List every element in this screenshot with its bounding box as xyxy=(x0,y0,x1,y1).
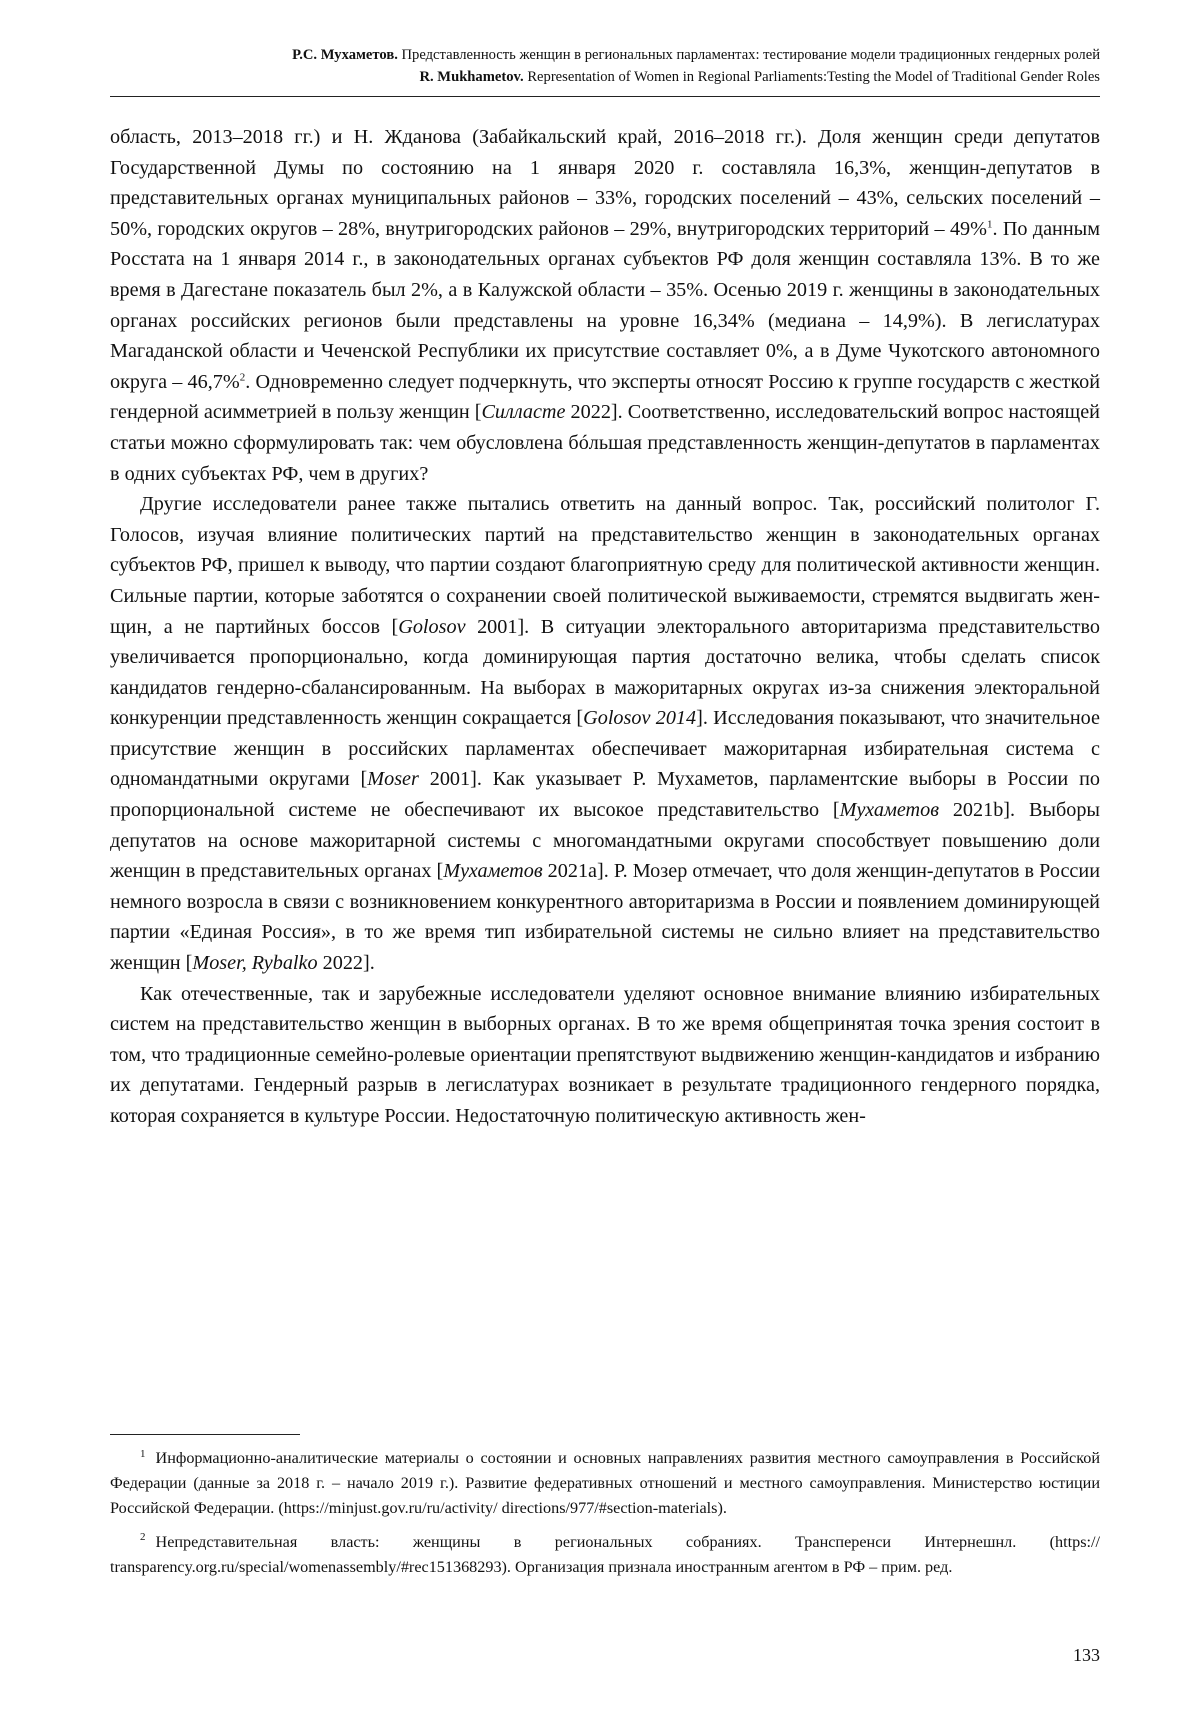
running-header xyxy=(110,44,1100,88)
paragraph-2-text-c: ]. Исследования показывают, что значительное присутствие женщин в российских парламентах обеспечивает мажоритарная избирательная система с одномандатными округами [ xyxy=(110,707,1100,791)
footnote-1-number: 1 xyxy=(140,1447,146,1460)
footnote-ref-2[interactable]: 2 xyxy=(239,371,246,384)
citation-sillaste: Силласте xyxy=(481,401,566,424)
citation-golosov-2001: Golosov xyxy=(398,615,466,638)
paragraph-2 xyxy=(110,489,1100,979)
header-en-title: Representation of Women in Regional Parliaments:Testing the Model of Traditional Gender Roles xyxy=(527,69,1100,85)
header-divider xyxy=(110,96,1100,97)
citation-mukhametov-2021a: Мухаметов xyxy=(443,860,543,883)
paragraph-3-text-a: Как отечественные, так и зарубежные исследователи уделяют основное внимание влиянию избирательных систем на представительство женщин в выборных органах. В то же время общепринятая точка зрения состоит в том, что традиционные семейно-ролевые ориентации препятствуют выдвижению женщин-кандидатов и избранию их депутатами. Гендерный разрыв в легислатурах возникает в результате традиционного гендерного порядка, которая сохраняется в культуре России. Недостаточную политическую активность жен- xyxy=(110,982,1100,1127)
paragraph-2-text-b: 2001]. В ситуации электорального авторитаризма представительство увеличивается пропорционально, когда доминирующая партия достаточно велика, чтобы сделать список кандидатов гендерно-сбалансированным. На выборах в мажоритарных округах из-за снижения электоральной конкуренции представленность женщин сокращается [ xyxy=(110,615,1100,730)
journal-page xyxy=(110,0,1100,1710)
footnote-2-text: Непредставительная власть: женщины в региональных собраниях. Трансперенси Интернешнл. (https:// transparency.org.ru/special/womenassembly/#rec151368293). Организация признала иностранным агентом в РФ – прим. ред. xyxy=(110,1532,1100,1576)
paragraph-2-text-f: 2021a]. Р. Мозер отмечает, что доля женщин-депутатов в России немного возросла в связи с возникновением конкурентного авторитаризма в России и появлением доминирующей партии «Единая Россия», в то же время тип избирательной системы не сильно влияет на представительство женщин [ xyxy=(110,860,1100,975)
footnote-1 xyxy=(110,1446,1100,1522)
paragraph-2-text-e: 2021b]. Выборы депутатов на основе мажоритарной системы с многомандатными округами способствует повышению доли женщин в представительных органах [ xyxy=(110,799,1100,883)
citation-golosov-2014: Golosov 2014 xyxy=(583,707,697,730)
page-number: 133 xyxy=(1073,1645,1100,1665)
header-en-author: R. Mukhametov. xyxy=(419,69,524,85)
header-ru-author: Р.С. Мухаметов. xyxy=(292,47,398,63)
footnote-divider xyxy=(110,1434,300,1435)
footnote-1-text: Информационно-аналитические материалы о состоянии и основных направлениях развития местного самоуправления в Российской Федерации (данные за 2018 г. – начало 2019 г.). Развитие федеративных отношений и местного самоуправления. Министерство юстиции Российской Федерации. (https://minjust.gov.ru/ru/activity/ directions/977/#section-materials). xyxy=(110,1449,1100,1518)
citation-moser-rybalko: Moser, Rybalko xyxy=(192,952,318,975)
footnote-ref-1[interactable]: 1 xyxy=(986,218,993,231)
paragraph-2-text-a: Другие исследователи ранее также пытались ответить на данный вопрос. Так, российский политолог Г. Голосов, изучая влияние политических партий на представительство женщин в законодательных органах субъектов РФ, пришел к выводу, что партии создают благоприятную среду для политической активности женщин. Сильные партии, которые заботятся о сохранении своей политической выживаемости, стремятся выдвигать женщин, а не партийных боссов [ xyxy=(110,493,1100,638)
header-ru-title: Представленность женщин в региональных парламентах: тестирование модели традиционных гендерных ролей xyxy=(401,47,1100,63)
paragraph-1 xyxy=(110,122,1100,489)
running-header-ru xyxy=(110,44,1100,66)
paragraph-1-text-d: 2022]. Соответственно, исследовательский вопрос настоящей статьи можно сформулировать так: чем обусловлена бóльшая представленность женщин-депутатов в парламентах в одних субъектах РФ, чем в других? xyxy=(110,401,1100,485)
paragraph-1-text-b: . По данным Росстата на 1 января 2014 г., в законодательных органах субъектов РФ доля женщин составляла 13%. В то же время в Дагестане показатель был 2%, а в Калужской области – 35%. Осенью 2019 г. женщины в законодательных органах российских регионов были представлены на уровне 16,34% (медиана – 14,9%). В легислатурах Магаданской области и Чеченской Республики их присутствие составляет 0%, а в Думе Чукотского автономного округа – 46,7% xyxy=(110,217,1100,393)
paragraph-2-text-d: 2001]. Как указывает Р. Мухаметов, парламентские выборы в России по пропорциональной системе не обеспечивают их высокое представительство [ xyxy=(110,768,1100,822)
footnote-2 xyxy=(110,1530,1100,1580)
article-body xyxy=(110,122,1100,1132)
footnotes xyxy=(110,1446,1100,1588)
citation-moser-2001: Moser xyxy=(367,768,419,791)
citation-mukhametov-2021b: Мухаметов xyxy=(839,799,939,822)
footnote-2-number: 2 xyxy=(140,1531,146,1544)
paragraph-1-text-a: область, 2013–2018 гг.) и Н. Жданова (Забайкальский край, 2016–2018 гг.). Доля женщин среди депутатов Государственной Думы по состоянию на 1 января 2020 г. составляла 16,3%, женщин-депутатов в представительных органах муниципальных районов – 33%, городских поселений – 43%, сельских поселений – 50%, городских округов – 28%, внутригородских районов – 29%, внутригородских территорий – 49% xyxy=(110,126,1100,240)
paragraph-1-text-c: . Одновременно следует подчеркнуть, что эксперты относят Россию к группе государств с жесткой гендерной асимметрией в пользу женщин [ xyxy=(110,370,1100,424)
paragraph-3 xyxy=(110,979,1100,1132)
running-header-en xyxy=(110,66,1100,88)
paragraph-2-text-g: 2022]. xyxy=(317,952,375,975)
